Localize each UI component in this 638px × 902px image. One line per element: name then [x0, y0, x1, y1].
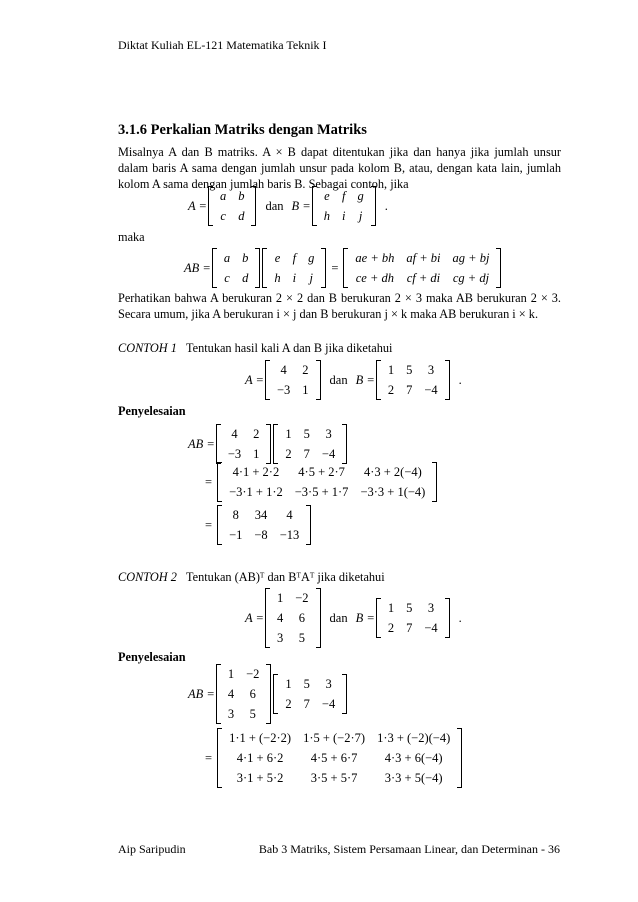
matrix-row — [222, 424, 266, 444]
matrix-cell: −4 — [424, 620, 438, 635]
matrix-row — [271, 608, 315, 628]
s1-matrix-step2 — [216, 462, 438, 502]
matrix-cell: d — [242, 270, 249, 285]
matrix-row — [279, 424, 341, 444]
matrix-cell: 4·3 + 6(−4) — [384, 750, 443, 765]
matrix-row — [223, 462, 431, 482]
matrix-row — [222, 444, 266, 464]
matrix-cell: cg + dj — [452, 270, 490, 285]
matrix-cell: h — [274, 270, 281, 285]
s2-matrix-a — [215, 664, 273, 724]
matrix-a-factor — [211, 248, 262, 288]
matrix-cell: f — [342, 188, 346, 203]
matrix-cell: j — [309, 270, 313, 285]
c1-dan: dan — [329, 372, 348, 387]
matrix-cell: 4·1 + 2·2 — [232, 464, 280, 479]
matrix-row — [214, 186, 251, 206]
matrix-cell: 4 — [231, 426, 238, 441]
solusi1-step1 — [188, 424, 348, 464]
solusi2-step2 — [201, 728, 463, 788]
matrix-cell: 2 — [302, 362, 309, 377]
contoh2-label: CONTOH 2 — [118, 570, 177, 584]
c2-a-label: A = — [245, 610, 264, 625]
s2-ab-label: AB = — [188, 686, 215, 701]
matrix-cell: 3 — [325, 676, 332, 691]
definition-equation — [188, 186, 396, 226]
matrix-cell: −2 — [295, 590, 309, 605]
def-period: . — [384, 198, 388, 213]
matrix-b-factor — [261, 248, 327, 288]
matrix-row — [382, 360, 444, 380]
matrix-cell: f — [292, 250, 297, 265]
matrix-cell: 2 — [387, 620, 395, 635]
matrix-row — [271, 380, 315, 400]
matrix-cell: 3 — [427, 362, 435, 377]
matrix-cell: 1·1 + (−2·2) — [229, 730, 292, 745]
s1-eq3: = — [205, 517, 213, 532]
matrix-cell: 4·5 + 2·7 — [298, 464, 345, 479]
matrix-cell: ag + bj — [452, 250, 490, 265]
matrix-cell: 1 — [387, 362, 395, 377]
matrix-cell: 6 — [298, 610, 306, 625]
def-a-label: A = — [188, 198, 207, 213]
matrix-row — [271, 628, 315, 648]
matrix-cell: −2 — [246, 666, 260, 681]
matrix-row — [382, 380, 444, 400]
contoh1-given — [245, 360, 470, 400]
matrix-cell: −13 — [279, 527, 300, 542]
matrix-cell: 1 — [285, 426, 292, 441]
matrix-cell: 34 — [254, 507, 268, 522]
matrix-cell: a — [223, 250, 231, 265]
matrix-cell: 3·1 + 5·2 — [236, 770, 284, 785]
matrix-cell: 3 — [427, 600, 435, 615]
matrix-cell: c — [220, 208, 226, 223]
matrix-cell: −4 — [321, 446, 336, 461]
matrix-cell: 1 — [227, 666, 235, 681]
matrix-cell: d — [238, 208, 245, 223]
matrix-cell: 1 — [285, 676, 292, 691]
matrix-cell: 7 — [406, 382, 413, 397]
matrix-cell: g — [308, 250, 315, 265]
page-header: Diktat Kuliah EL-121 Matematika Teknik I — [118, 38, 327, 52]
c1-b-label: B = — [355, 372, 375, 387]
matrix-cell: 5 — [406, 600, 413, 615]
contoh1-text: Tentukan hasil kali A dan B jika diketahui — [186, 341, 393, 355]
solusi1-step2 — [201, 462, 438, 502]
matrix-cell: 2 — [253, 426, 260, 441]
s1-matrix-result — [216, 505, 312, 545]
matrix-cell: 1·3 + (−2)(−4) — [377, 730, 451, 745]
matrix-cell: −1 — [229, 527, 243, 542]
matrix-row — [223, 748, 456, 768]
matrix-a-contoh2 — [264, 588, 322, 648]
matrix-row — [271, 360, 315, 380]
matrix-row — [222, 704, 266, 724]
matrix-cell: ce + dh — [355, 270, 395, 285]
penyelesaian2-label: Penyelesaian — [118, 650, 186, 664]
c1-a-label: A = — [245, 372, 264, 387]
matrix-cell: 7 — [406, 620, 413, 635]
ab-definition — [184, 248, 502, 288]
contoh2-text: Tentukan (AB)ᵀ dan BᵀAᵀ jika diketahui — [186, 570, 385, 584]
s1-ab-label: AB = — [188, 436, 215, 451]
matrix-cell: 2 — [285, 446, 292, 461]
matrix-cell: e — [324, 188, 330, 203]
matrix-cell: 3·3 + 5(−4) — [384, 770, 443, 785]
matrix-row — [349, 248, 495, 268]
matrix-b-contoh1 — [375, 360, 451, 400]
equals-sign: = — [331, 260, 339, 275]
matrix-cell: 4 — [276, 610, 284, 625]
c2-dan: dan — [329, 610, 348, 625]
matrix-cell: 6 — [249, 686, 256, 701]
matrix-row — [279, 694, 341, 714]
matrix-cell: 5 — [406, 362, 413, 377]
matrix-cell: b — [238, 188, 245, 203]
matrix-cell: −4 — [424, 382, 438, 397]
matrix-row — [382, 598, 444, 618]
contoh1-label: CONTOH 1 — [118, 341, 177, 355]
ab-label: AB = — [184, 260, 211, 275]
penyelesaian1-label: Penyelesaian — [118, 404, 186, 418]
matrix-cell: 5 — [249, 706, 256, 721]
matrix-cell: c — [224, 270, 230, 285]
matrix-cell: 4·5 + 6·7 — [310, 750, 358, 765]
matrix-row — [223, 505, 305, 525]
matrix-cell: af + bi — [406, 250, 441, 265]
matrix-b-contoh2 — [375, 598, 451, 638]
c2-period: . — [458, 610, 462, 625]
matrix-cell: 4 — [227, 686, 235, 701]
matrix-cell: −3·3 + 1(−4) — [360, 484, 426, 499]
maka-label: maka — [118, 230, 145, 244]
matrix-a-contoh1 — [264, 360, 322, 400]
s1-matrix-a — [215, 424, 273, 464]
matrix-row — [279, 674, 341, 694]
matrix-cell: i — [292, 270, 297, 285]
matrix-cell: e — [274, 250, 281, 265]
solusi2-step1 — [188, 664, 348, 724]
matrix-row — [279, 444, 341, 464]
matrix-row — [223, 525, 305, 545]
s2-matrix-b — [272, 674, 348, 714]
matrix-cell: g — [357, 188, 364, 203]
matrix-cell: 8 — [232, 507, 239, 522]
matrix-cell: 3 — [325, 426, 332, 441]
matrix-row — [223, 768, 456, 788]
matrix-a-def — [207, 186, 258, 226]
matrix-cell: −4 — [321, 696, 336, 711]
matrix-cell: 1 — [253, 446, 260, 461]
matrix-row — [218, 268, 255, 288]
s1-eq2: = — [205, 474, 213, 489]
def-b-label: B = — [291, 198, 311, 213]
matrix-row — [268, 268, 320, 288]
matrix-cell: 7 — [303, 696, 310, 711]
matrix-row — [222, 684, 266, 704]
matrix-cell: −3·1 + 1·2 — [229, 484, 283, 499]
matrix-cell: h — [323, 208, 330, 223]
matrix-cell: 1 — [276, 590, 284, 605]
matrix-cell: −3 — [227, 446, 242, 461]
matrix-cell: 3·5 + 5·7 — [310, 770, 358, 785]
note-paragraph: Perhatikan bahwa A berukuran 2 × 2 dan B berukuran 2 × 3 maka AB berukuran 2 × 3. Secara umum, jika A berukuran i × j dan B berukuran j × k maka AB berukuran i × k. — [118, 291, 561, 321]
matrix-row — [218, 248, 255, 268]
c2-b-label: B = — [355, 610, 375, 625]
matrix-cell: 1·5 + (−2·7) — [303, 730, 366, 745]
s2-eq2: = — [205, 750, 213, 765]
matrix-cell: 3 — [227, 706, 235, 721]
footer-author: Aip Saripudin — [118, 842, 186, 856]
s1-matrix-b — [272, 424, 348, 464]
s2-matrix-step2 — [216, 728, 463, 788]
matrix-cell: 4 — [280, 362, 287, 377]
contoh2-given — [245, 588, 470, 648]
matrix-row — [223, 482, 431, 502]
matrix-b-def — [311, 186, 377, 226]
matrix-cell: 1 — [387, 600, 395, 615]
matrix-cell: cf + di — [406, 270, 441, 285]
matrix-cell: 2 — [285, 696, 292, 711]
solusi1-result — [201, 505, 312, 545]
matrix-cell: 5 — [303, 426, 310, 441]
matrix-cell: 4·1 + 6·2 — [236, 750, 284, 765]
matrix-row — [214, 206, 251, 226]
def-dan: dan — [265, 198, 284, 213]
matrix-row — [271, 588, 315, 608]
matrix-cell: −3 — [276, 382, 291, 397]
matrix-cell: 3 — [276, 630, 284, 645]
matrix-cell: i — [342, 208, 346, 223]
matrix-cell: 2 — [387, 382, 395, 397]
matrix-cell: j — [358, 208, 363, 223]
matrix-row — [318, 186, 370, 206]
matrix-row — [382, 618, 444, 638]
matrix-cell: a — [219, 188, 227, 203]
matrix-cell: 5 — [303, 676, 310, 691]
matrix-cell: 5 — [298, 630, 306, 645]
matrix-cell: 4 — [286, 507, 293, 522]
matrix-cell: 7 — [303, 446, 310, 461]
matrix-cell: b — [242, 250, 249, 265]
matrix-ab-product — [342, 248, 502, 288]
matrix-row — [223, 728, 456, 748]
matrix-cell: 1 — [302, 382, 309, 397]
matrix-cell: −8 — [254, 527, 268, 542]
intro-paragraph: Misalnya A dan B matriks. A × B dapat ditentukan jika dan hanya jika jumlah unsur dalam baris A sama dengan jumlah unsur pada kolom B, atau, dengan kata lain, jumlah kolom A sama dengan jumlah baris B. Sebagai contoh, jika — [118, 145, 561, 191]
matrix-row — [349, 268, 495, 288]
footer-chapter: Bab 3 Matriks, Sistem Persamaan Linear, dan Determinan - 36 — [258, 842, 560, 856]
section-title: 3.1.6 Perkalian Matriks dengan Matriks — [118, 122, 367, 138]
matrix-row — [222, 664, 266, 684]
matrix-row — [268, 248, 320, 268]
c1-period: . — [458, 372, 462, 387]
matrix-cell: −3·5 + 1·7 — [294, 484, 349, 499]
matrix-row — [318, 206, 370, 226]
matrix-cell: 4·3 + 2(−4) — [363, 464, 422, 479]
matrix-cell: ae + bh — [355, 250, 395, 265]
